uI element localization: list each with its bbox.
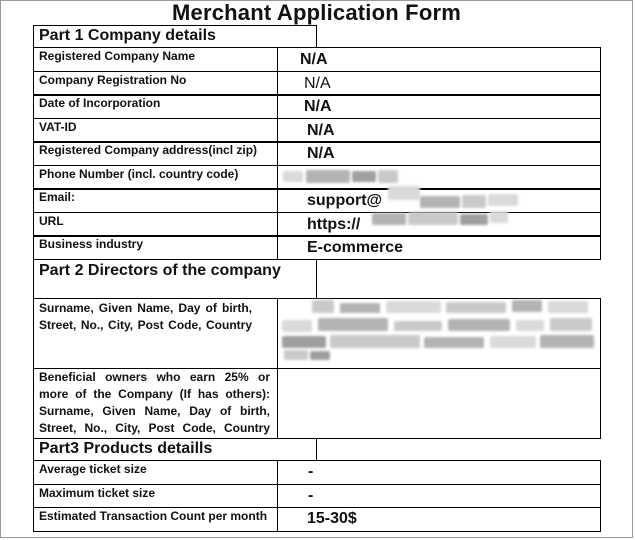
part1-row-value: N/A [300,51,328,68]
part3-value-cell [277,460,601,485]
redacted-value [488,194,518,206]
redacted-value [352,171,376,182]
part1-row-label: Company Registration No [39,73,187,87]
part1-row-value: support@ [307,192,383,209]
redacted-value [420,196,460,208]
redacted-value [306,170,350,183]
part1-label-cell [33,212,278,237]
part3-heading: Part3 Products detaills [39,440,213,457]
directors-label: Surname, Given Name, Day of birth, Street, No., City, Post Code, Country [39,301,252,332]
redacted-value [378,170,398,183]
redacted-value [462,195,486,208]
part1-row-value: https:// [307,216,361,233]
part1-row-value: N/A [307,122,335,139]
redacted-value [372,213,406,225]
redacted-value [283,171,303,182]
redacted-value [490,211,508,223]
part3-row-value: - [308,463,314,480]
part1-row-value: N/A [304,98,332,115]
part1-heading: Part 1 Company details [39,27,216,44]
part1-row-label: Date of Incorporation [39,96,161,110]
redacted-value [408,212,458,225]
part1-row-label: VAT-ID [39,120,77,134]
part1-row-value: N/A [307,145,335,162]
beneficial-value-cell [277,368,601,439]
part1-row-label: URL [39,214,64,228]
part1-row-value: E-commerce [307,239,404,256]
part3-row-label: Maximum ticket size [39,486,156,500]
redacted-value [388,186,420,200]
part1-row-label: Registered Company address(incl zip) [39,143,258,157]
part1-row-value: N/A [304,75,331,92]
part1-row-label: Email: [39,190,76,204]
part2-heading: Part 2 Directors of the company [39,262,281,279]
redacted-value [460,214,488,225]
part3-value-cell [277,484,601,508]
part1-row-label: Phone Number (incl. country code) [39,167,239,181]
part1-row-label: Registered Company Name [39,49,196,63]
beneficial-label: Beneficial owners who earn 25% or more of the Company (If has others): Surname, Given Name, Day of birth, Street, No., City, Post Code, Country [39,370,270,435]
part3-row-label: Average ticket size [39,462,147,476]
part3-row-label: Estimated Transaction Count per month [39,509,268,523]
part3-row-value: 15-30$ [307,510,357,527]
form-title: Merchant Application Form [172,0,461,25]
part1-row-label: Business industry [39,237,144,251]
part3-row-value: - [308,487,314,504]
